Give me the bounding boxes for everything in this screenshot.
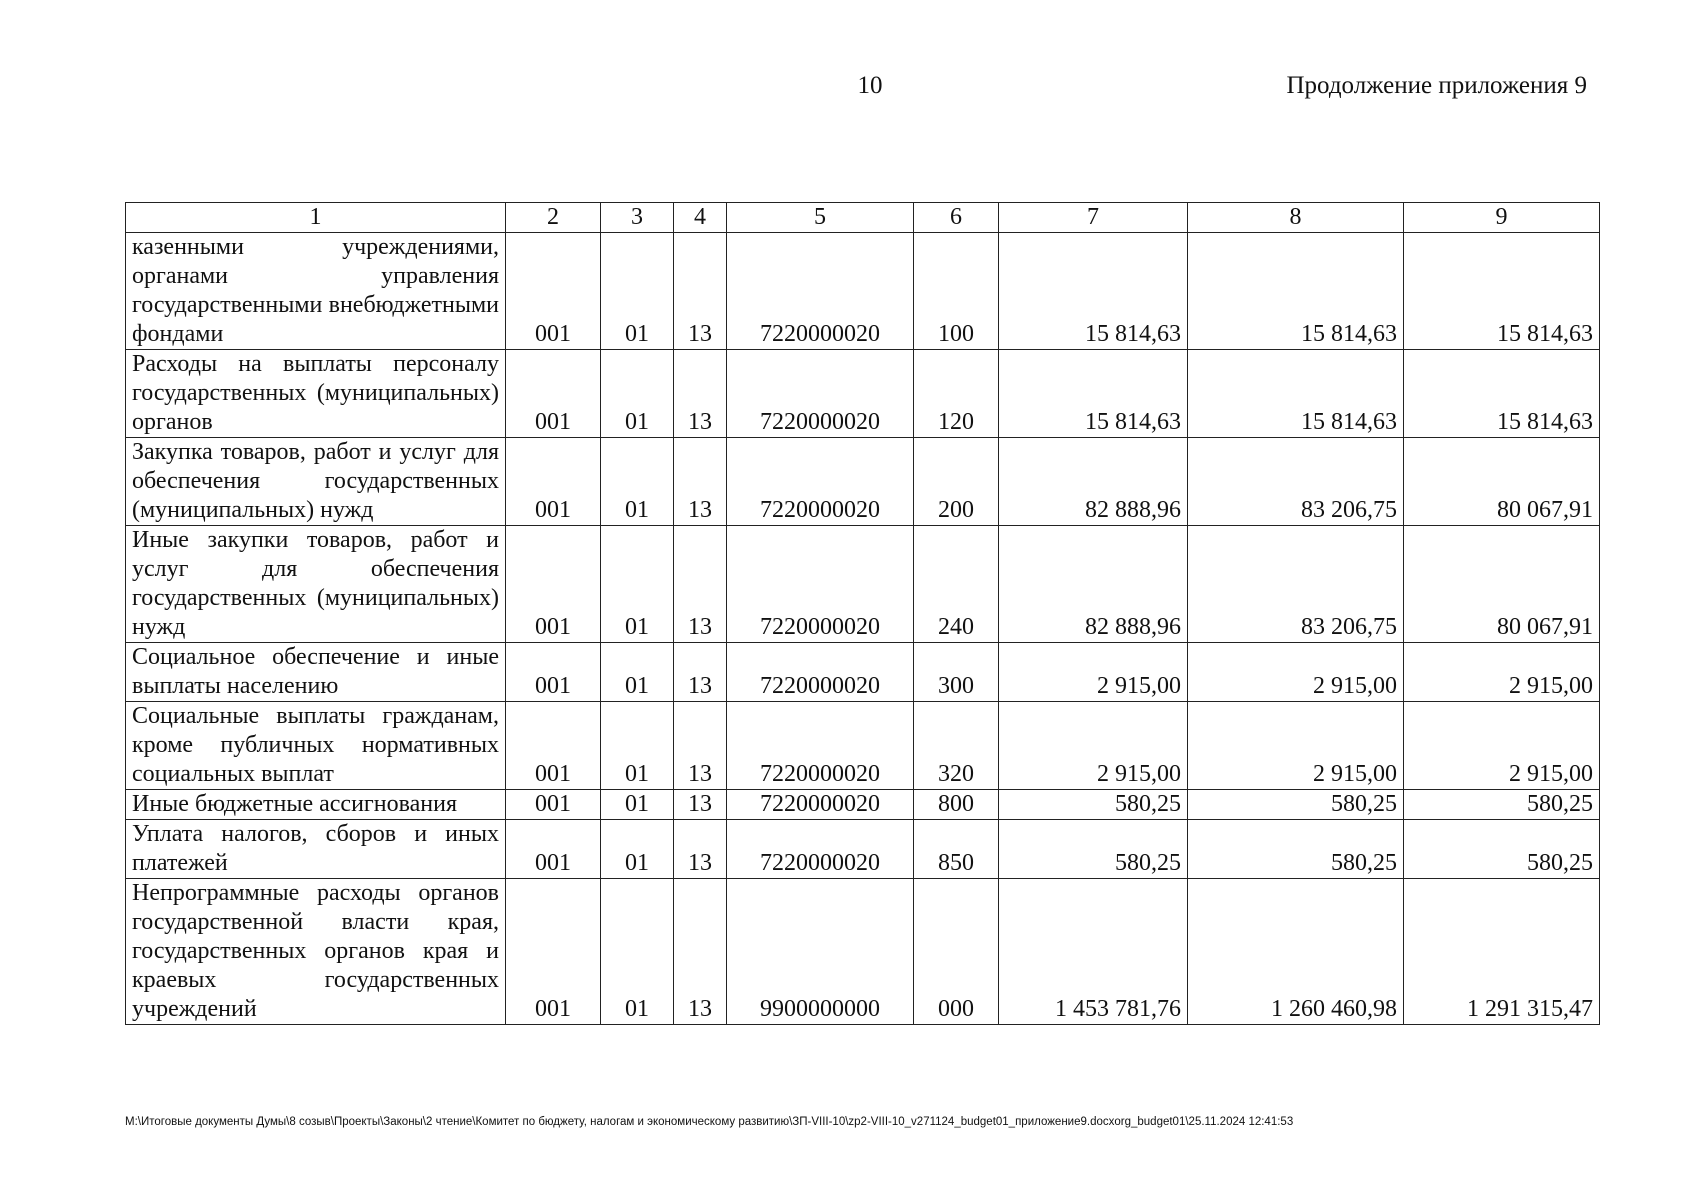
amount-col9: 2 915,00	[1404, 643, 1600, 702]
subsection-code: 13	[674, 879, 727, 1025]
amount-col7: 82 888,96	[999, 438, 1188, 526]
amount-col9: 580,25	[1404, 820, 1600, 879]
ministry-code: 001	[506, 350, 601, 438]
ministry-code: 001	[506, 820, 601, 879]
target-article-code: 7220000020	[727, 790, 914, 820]
table-row	[126, 350, 1600, 438]
table-row	[126, 233, 1600, 350]
ministry-code: 001	[506, 702, 601, 790]
subsection-code: 13	[674, 643, 727, 702]
column-number-row	[126, 203, 1600, 233]
column-header: 6	[914, 203, 999, 233]
amount-col9: 80 067,91	[1404, 438, 1600, 526]
table-row	[126, 702, 1600, 790]
column-header: 1	[126, 203, 506, 233]
budget-table	[125, 202, 1600, 1025]
expense-name: Расходы на выплаты персоналу государственных (муниципальных) органов	[126, 350, 506, 438]
amount-col8: 2 915,00	[1188, 702, 1404, 790]
table-row	[126, 438, 1600, 526]
amount-col9: 80 067,91	[1404, 526, 1600, 643]
expense-type-code: 320	[914, 702, 999, 790]
subsection-code: 13	[674, 438, 727, 526]
table-row	[126, 526, 1600, 643]
subsection-code: 13	[674, 702, 727, 790]
column-header: 7	[999, 203, 1188, 233]
amount-col9: 580,25	[1404, 790, 1600, 820]
amount-col9: 15 814,63	[1404, 233, 1600, 350]
amount-col9: 1 291 315,47	[1404, 879, 1600, 1025]
expense-name: Иные бюджетные ассигнования	[126, 790, 506, 820]
amount-col8: 15 814,63	[1188, 233, 1404, 350]
amount-col7: 580,25	[999, 820, 1188, 879]
expense-type-code: 120	[914, 350, 999, 438]
target-article-code: 7220000020	[727, 702, 914, 790]
amount-col7: 1 453 781,76	[999, 879, 1188, 1025]
column-header: 2	[506, 203, 601, 233]
ministry-code: 001	[506, 233, 601, 350]
section-code: 01	[601, 438, 674, 526]
target-article-code: 7220000020	[727, 350, 914, 438]
expense-name: Иные закупки товаров, работ и услуг для обеспечения государственных (муниципальных) нужд	[126, 526, 506, 643]
expense-type-code: 800	[914, 790, 999, 820]
target-article-code: 7220000020	[727, 643, 914, 702]
expense-type-code: 000	[914, 879, 999, 1025]
expense-name: Закупка товаров, работ и услуг для обеспечения государственных (муниципальных) нужд	[126, 438, 506, 526]
amount-col8: 580,25	[1188, 790, 1404, 820]
amount-col7: 580,25	[999, 790, 1188, 820]
section-code: 01	[601, 526, 674, 643]
expense-type-code: 240	[914, 526, 999, 643]
column-header: 3	[601, 203, 674, 233]
expense-name: казенными учреждениями, органами управления государственными внебюджетными фондами	[126, 233, 506, 350]
table-row	[126, 820, 1600, 879]
amount-col8: 2 915,00	[1188, 643, 1404, 702]
subsection-code: 13	[674, 526, 727, 643]
amount-col8: 83 206,75	[1188, 526, 1404, 643]
expense-name: Непрограммные расходы органов государственной власти края, государственных органов края и краевых государственных учреждений	[126, 879, 506, 1025]
footer-file-path: M:\Итоговые документы Думы\8 созыв\Проекты\Законы\2 чтение\Комитет по бюджету, налогам и экономическому развитию\ЗП-VIII-10\zp2-VIII-10_v271124_budget01_приложение9.docxorg_budget01\25.11.2024 12:41:53	[125, 1116, 1294, 1128]
amount-col7: 15 814,63	[999, 350, 1188, 438]
amount-col9: 15 814,63	[1404, 350, 1600, 438]
section-code: 01	[601, 790, 674, 820]
expense-type-code: 200	[914, 438, 999, 526]
column-header: 9	[1404, 203, 1600, 233]
appendix-title: Продолжение приложения 9	[1286, 72, 1587, 99]
expense-name: Социальное обеспечение и иные выплаты населению	[126, 643, 506, 702]
section-code: 01	[601, 702, 674, 790]
subsection-code: 13	[674, 350, 727, 438]
expense-type-code: 100	[914, 233, 999, 350]
table-row	[126, 879, 1600, 1025]
amount-col8: 15 814,63	[1188, 350, 1404, 438]
column-header: 8	[1188, 203, 1404, 233]
subsection-code: 13	[674, 233, 727, 350]
target-article-code: 7220000020	[727, 438, 914, 526]
amount-col9: 2 915,00	[1404, 702, 1600, 790]
section-code: 01	[601, 820, 674, 879]
ministry-code: 001	[506, 790, 601, 820]
target-article-code: 7220000020	[727, 233, 914, 350]
expense-type-code: 850	[914, 820, 999, 879]
expense-type-code: 300	[914, 643, 999, 702]
amount-col7: 2 915,00	[999, 702, 1188, 790]
amount-col7: 82 888,96	[999, 526, 1188, 643]
target-article-code: 7220000020	[727, 526, 914, 643]
section-code: 01	[601, 233, 674, 350]
column-header: 4	[674, 203, 727, 233]
amount-col8: 580,25	[1188, 820, 1404, 879]
ministry-code: 001	[506, 526, 601, 643]
column-header: 5	[727, 203, 914, 233]
ministry-code: 001	[506, 643, 601, 702]
amount-col8: 83 206,75	[1188, 438, 1404, 526]
expense-name: Уплата налогов, сборов и иных платежей	[126, 820, 506, 879]
amount-col7: 15 814,63	[999, 233, 1188, 350]
amount-col7: 2 915,00	[999, 643, 1188, 702]
table-row	[126, 790, 1600, 820]
section-code: 01	[601, 879, 674, 1025]
ministry-code: 001	[506, 879, 601, 1025]
section-code: 01	[601, 643, 674, 702]
amount-col8: 1 260 460,98	[1188, 879, 1404, 1025]
target-article-code: 9900000000	[727, 879, 914, 1025]
section-code: 01	[601, 350, 674, 438]
subsection-code: 13	[674, 790, 727, 820]
expense-name: Социальные выплаты гражданам, кроме публичных нормативных социальных выплат	[126, 702, 506, 790]
subsection-code: 13	[674, 820, 727, 879]
target-article-code: 7220000020	[727, 820, 914, 879]
ministry-code: 001	[506, 438, 601, 526]
table-row	[126, 643, 1600, 702]
page-number: 10	[857, 72, 883, 99]
